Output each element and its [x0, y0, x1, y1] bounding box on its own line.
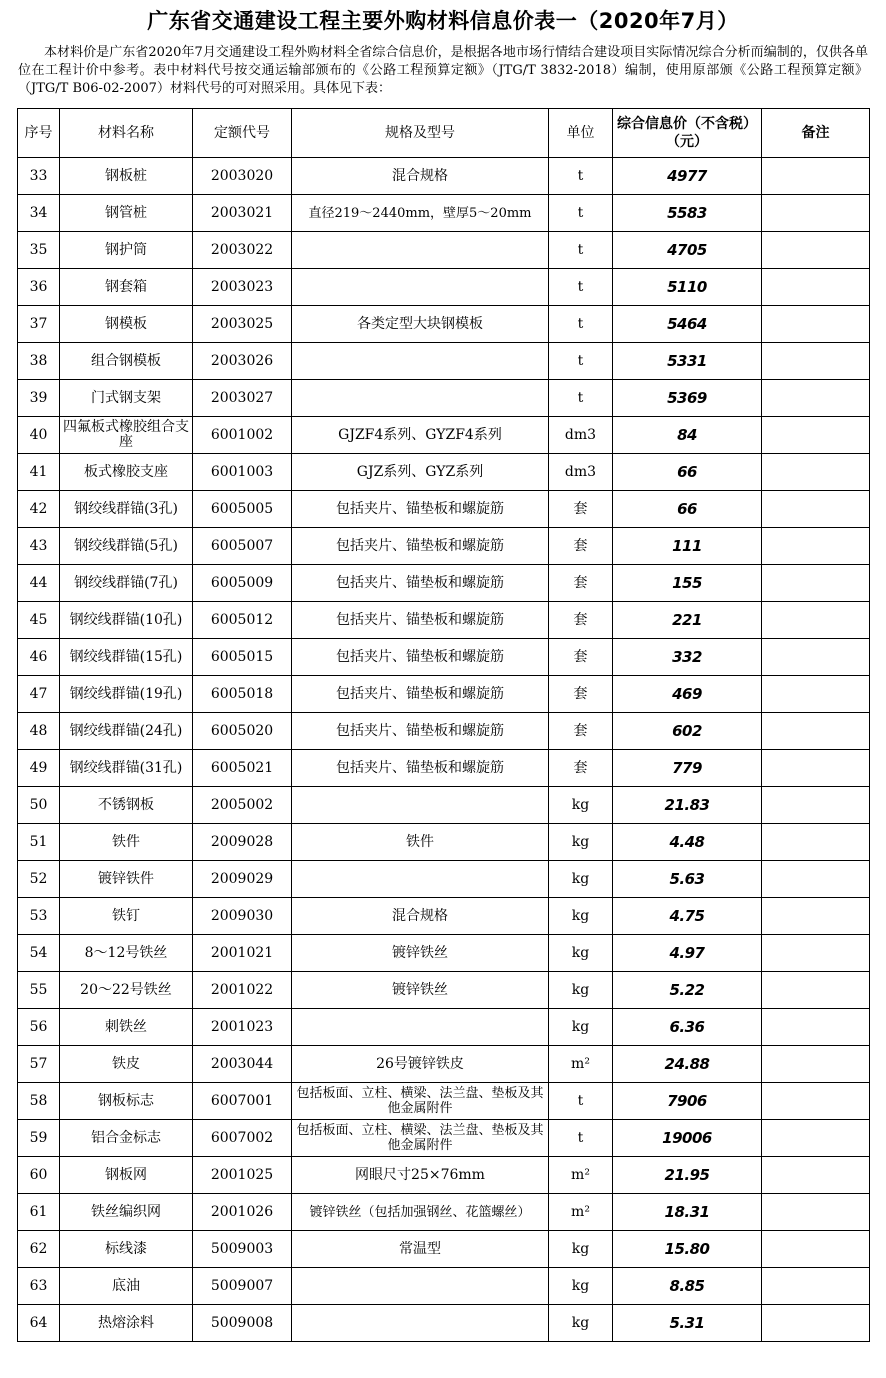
cell-unit: 套 [549, 713, 613, 750]
cell-spec: 常温型 [292, 1231, 549, 1268]
cell-seq: 33 [18, 158, 60, 195]
cell-seq: 62 [18, 1231, 60, 1268]
cell-seq: 55 [18, 972, 60, 1009]
cell-unit: dm3 [549, 454, 613, 491]
cell-code: 6005007 [193, 528, 292, 565]
cell-remark [762, 343, 870, 380]
table-row [18, 972, 870, 1009]
cell-name: 钢绞线群锚(10孔) [60, 602, 193, 639]
cell-seq: 42 [18, 491, 60, 528]
cell-unit: t [549, 195, 613, 232]
cell-spec: 包括夹片、锚垫板和螺旋筋 [292, 639, 549, 676]
table-row [18, 1194, 870, 1231]
cell-unit: kg [549, 972, 613, 1009]
cell-name: 钢绞线群锚(31孔) [60, 750, 193, 787]
header-price: 综合信息价（不含税）（元） [613, 109, 762, 158]
cell-seq: 37 [18, 306, 60, 343]
cell-spec: 包括夹片、锚垫板和螺旋筋 [292, 713, 549, 750]
cell-price: 4977 [613, 158, 762, 195]
cell-seq: 34 [18, 195, 60, 232]
header-seq: 序号 [18, 109, 60, 158]
cell-code: 2001025 [193, 1157, 292, 1194]
cell-unit: m² [549, 1194, 613, 1231]
cell-seq: 63 [18, 1268, 60, 1305]
cell-name: 四氟板式橡胶组合支座 [60, 417, 193, 454]
cell-remark [762, 824, 870, 861]
cell-price: 5.31 [613, 1305, 762, 1342]
cell-unit: t [549, 306, 613, 343]
cell-code: 2001026 [193, 1194, 292, 1231]
table-row [18, 528, 870, 565]
cell-spec: 包括板面、立柱、横梁、法兰盘、垫板及其他金属附件 [292, 1083, 549, 1120]
table-row [18, 1231, 870, 1268]
table-row [18, 1305, 870, 1342]
cell-code: 2003022 [193, 232, 292, 269]
cell-spec: 包括夹片、锚垫板和螺旋筋 [292, 565, 549, 602]
cell-remark [762, 565, 870, 602]
table-row [18, 713, 870, 750]
cell-unit: 套 [549, 750, 613, 787]
cell-name: 镀锌铁件 [60, 861, 193, 898]
table-row [18, 787, 870, 824]
cell-remark [762, 1231, 870, 1268]
cell-code: 6005009 [193, 565, 292, 602]
cell-price: 66 [613, 491, 762, 528]
intro-paragraph: 本材料价是广东省2020年7月交通建设工程外购材料全省综合信息价，是根据各地市场行情结合建设项目实际情况综合分析而编制的，仅供各单位在工程计价中参考。表中材料代号按交通运输部颁布的《公路工程预算定额》（JTG/T 3832-2018）编制，使用原部颁《公路工程预算定额》（JTG/T B06-02-2007）材料代号的可对照采用。具体见下表： [18, 45, 868, 96]
cell-code: 2003027 [193, 380, 292, 417]
cell-unit: t [549, 269, 613, 306]
cell-price: 66 [613, 454, 762, 491]
cell-code: 6001003 [193, 454, 292, 491]
cell-code: 6005020 [193, 713, 292, 750]
cell-seq: 48 [18, 713, 60, 750]
table-row [18, 454, 870, 491]
cell-unit: t [549, 380, 613, 417]
cell-unit: 套 [549, 528, 613, 565]
cell-price: 5464 [613, 306, 762, 343]
cell-seq: 44 [18, 565, 60, 602]
cell-spec: 镀锌铁丝 [292, 935, 549, 972]
cell-remark [762, 454, 870, 491]
cell-price: 21.83 [613, 787, 762, 824]
cell-unit: 套 [549, 491, 613, 528]
cell-price: 4.48 [613, 824, 762, 861]
cell-name: 钢绞线群锚(3孔) [60, 491, 193, 528]
table-row [18, 380, 870, 417]
cell-name: 钢绞线群锚(15孔) [60, 639, 193, 676]
table-row [18, 232, 870, 269]
table-row [18, 824, 870, 861]
cell-remark [762, 380, 870, 417]
cell-price: 4.97 [613, 935, 762, 972]
cell-code: 5009007 [193, 1268, 292, 1305]
cell-spec: 网眼尺寸25×76mm [292, 1157, 549, 1194]
table-row [18, 935, 870, 972]
table-row [18, 898, 870, 935]
cell-remark [762, 713, 870, 750]
table-row [18, 1083, 870, 1120]
cell-spec: 26号镀锌铁皮 [292, 1046, 549, 1083]
cell-spec: 混合规格 [292, 898, 549, 935]
header-spec: 规格及型号 [292, 109, 549, 158]
cell-code: 6007002 [193, 1120, 292, 1157]
price-table [17, 108, 870, 1342]
cell-name: 热熔涂料 [60, 1305, 193, 1342]
cell-spec [292, 1009, 549, 1046]
cell-code: 2009028 [193, 824, 292, 861]
cell-name: 铁钉 [60, 898, 193, 935]
cell-price: 5.22 [613, 972, 762, 1009]
cell-seq: 64 [18, 1305, 60, 1342]
cell-seq: 40 [18, 417, 60, 454]
cell-price: 602 [613, 713, 762, 750]
cell-seq: 57 [18, 1046, 60, 1083]
cell-remark [762, 528, 870, 565]
cell-spec: 镀锌铁丝（包括加强钢丝、花篮螺丝） [292, 1194, 549, 1231]
cell-remark [762, 602, 870, 639]
cell-spec: 包括板面、立柱、横梁、法兰盘、垫板及其他金属附件 [292, 1120, 549, 1157]
cell-price: 15.80 [613, 1231, 762, 1268]
cell-remark [762, 787, 870, 824]
cell-spec: 包括夹片、锚垫板和螺旋筋 [292, 491, 549, 528]
cell-code: 6005018 [193, 676, 292, 713]
cell-name: 8～12号铁丝 [60, 935, 193, 972]
cell-unit: kg [549, 1231, 613, 1268]
cell-code: 2001021 [193, 935, 292, 972]
table-header-row [18, 109, 870, 158]
header-unit: 单位 [549, 109, 613, 158]
cell-remark [762, 935, 870, 972]
cell-unit: kg [549, 1009, 613, 1046]
cell-name: 不锈钢板 [60, 787, 193, 824]
cell-unit: t [549, 158, 613, 195]
cell-name: 组合钢模板 [60, 343, 193, 380]
cell-spec: GJZF4系列、GYZF4系列 [292, 417, 549, 454]
cell-spec [292, 380, 549, 417]
cell-seq: 38 [18, 343, 60, 380]
cell-price: 5369 [613, 380, 762, 417]
cell-spec [292, 787, 549, 824]
cell-code: 2003025 [193, 306, 292, 343]
cell-unit: kg [549, 898, 613, 935]
cell-spec: 各类定型大块钢模板 [292, 306, 549, 343]
table-row [18, 676, 870, 713]
table-row [18, 343, 870, 380]
cell-price: 5331 [613, 343, 762, 380]
cell-code: 5009008 [193, 1305, 292, 1342]
cell-name: 钢绞线群锚(7孔) [60, 565, 193, 602]
table-row [18, 195, 870, 232]
cell-remark [762, 1009, 870, 1046]
cell-spec: 包括夹片、锚垫板和螺旋筋 [292, 528, 549, 565]
cell-remark [762, 1157, 870, 1194]
cell-code: 6001002 [193, 417, 292, 454]
header-remark: 备注 [762, 109, 870, 158]
cell-remark [762, 639, 870, 676]
cell-price: 84 [613, 417, 762, 454]
cell-spec [292, 1268, 549, 1305]
cell-spec [292, 269, 549, 306]
cell-spec: 铁件 [292, 824, 549, 861]
cell-name: 钢管桩 [60, 195, 193, 232]
cell-seq: 58 [18, 1083, 60, 1120]
cell-code: 2003020 [193, 158, 292, 195]
cell-name: 门式钢支架 [60, 380, 193, 417]
cell-seq: 56 [18, 1009, 60, 1046]
cell-seq: 35 [18, 232, 60, 269]
cell-price: 5110 [613, 269, 762, 306]
cell-spec [292, 1305, 549, 1342]
cell-seq: 54 [18, 935, 60, 972]
cell-seq: 50 [18, 787, 60, 824]
cell-code: 6007001 [193, 1083, 292, 1120]
cell-name: 20～22号铁丝 [60, 972, 193, 1009]
table-row [18, 158, 870, 195]
cell-name: 底油 [60, 1268, 193, 1305]
cell-remark [762, 1120, 870, 1157]
cell-remark [762, 750, 870, 787]
cell-remark [762, 1194, 870, 1231]
table-row [18, 639, 870, 676]
page-title: 广东省交通建设工程主要外购材料信息价表一（2020年7月） [147, 9, 739, 33]
cell-seq: 41 [18, 454, 60, 491]
cell-price: 469 [613, 676, 762, 713]
cell-price: 4705 [613, 232, 762, 269]
cell-remark [762, 269, 870, 306]
cell-unit: 套 [549, 602, 613, 639]
cell-name: 钢模板 [60, 306, 193, 343]
cell-code: 2001023 [193, 1009, 292, 1046]
cell-seq: 52 [18, 861, 60, 898]
cell-price: 8.85 [613, 1268, 762, 1305]
cell-spec: 镀锌铁丝 [292, 972, 549, 1009]
cell-spec [292, 343, 549, 380]
cell-remark [762, 158, 870, 195]
cell-unit: m² [549, 1046, 613, 1083]
cell-unit: kg [549, 824, 613, 861]
cell-remark [762, 491, 870, 528]
table-row [18, 602, 870, 639]
cell-price: 7906 [613, 1083, 762, 1120]
cell-seq: 39 [18, 380, 60, 417]
cell-unit: kg [549, 1305, 613, 1342]
cell-code: 2001022 [193, 972, 292, 1009]
cell-unit: kg [549, 787, 613, 824]
table-row [18, 565, 870, 602]
cell-name: 钢套箱 [60, 269, 193, 306]
cell-code: 2003044 [193, 1046, 292, 1083]
cell-name: 钢板桩 [60, 158, 193, 195]
cell-unit: t [549, 1083, 613, 1120]
cell-price: 4.75 [613, 898, 762, 935]
cell-code: 2003021 [193, 195, 292, 232]
table-row [18, 417, 870, 454]
cell-price: 155 [613, 565, 762, 602]
cell-code: 5009003 [193, 1231, 292, 1268]
cell-code: 6005005 [193, 491, 292, 528]
table-row [18, 1157, 870, 1194]
cell-spec: 包括夹片、锚垫板和螺旋筋 [292, 676, 549, 713]
cell-unit: m² [549, 1157, 613, 1194]
cell-price: 332 [613, 639, 762, 676]
cell-price: 18.31 [613, 1194, 762, 1231]
cell-seq: 46 [18, 639, 60, 676]
cell-unit: t [549, 343, 613, 380]
cell-unit: t [549, 232, 613, 269]
cell-seq: 61 [18, 1194, 60, 1231]
cell-name: 板式橡胶支座 [60, 454, 193, 491]
cell-unit: 套 [549, 676, 613, 713]
cell-seq: 53 [18, 898, 60, 935]
table-row [18, 491, 870, 528]
cell-seq: 36 [18, 269, 60, 306]
table-row [18, 306, 870, 343]
cell-code: 2005002 [193, 787, 292, 824]
header-name: 材料名称 [60, 109, 193, 158]
cell-price: 779 [613, 750, 762, 787]
cell-remark [762, 1046, 870, 1083]
cell-remark [762, 972, 870, 1009]
cell-spec: GJZ系列、GYZ系列 [292, 454, 549, 491]
cell-name: 钢板网 [60, 1157, 193, 1194]
cell-spec: 混合规格 [292, 158, 549, 195]
table-row [18, 750, 870, 787]
cell-price: 24.88 [613, 1046, 762, 1083]
cell-price: 19006 [613, 1120, 762, 1157]
cell-remark [762, 1268, 870, 1305]
cell-spec [292, 861, 549, 898]
cell-name: 钢绞线群锚(5孔) [60, 528, 193, 565]
cell-unit: dm3 [549, 417, 613, 454]
cell-unit: 套 [549, 565, 613, 602]
cell-spec: 包括夹片、锚垫板和螺旋筋 [292, 602, 549, 639]
table-row [18, 269, 870, 306]
cell-code: 6005012 [193, 602, 292, 639]
table-row [18, 861, 870, 898]
cell-seq: 51 [18, 824, 60, 861]
cell-name: 铁丝编织网 [60, 1194, 193, 1231]
cell-seq: 49 [18, 750, 60, 787]
cell-remark [762, 195, 870, 232]
cell-price: 221 [613, 602, 762, 639]
cell-name: 钢绞线群锚(19孔) [60, 676, 193, 713]
table-row [18, 1268, 870, 1305]
cell-price: 5.63 [613, 861, 762, 898]
cell-code: 2009029 [193, 861, 292, 898]
cell-name: 钢板标志 [60, 1083, 193, 1120]
cell-code: 2003023 [193, 269, 292, 306]
cell-spec: 包括夹片、锚垫板和螺旋筋 [292, 750, 549, 787]
cell-remark [762, 861, 870, 898]
cell-name: 标线漆 [60, 1231, 193, 1268]
cell-seq: 59 [18, 1120, 60, 1157]
cell-remark [762, 676, 870, 713]
cell-name: 铝合金标志 [60, 1120, 193, 1157]
cell-code: 6005015 [193, 639, 292, 676]
cell-code: 2003026 [193, 343, 292, 380]
table-body [18, 158, 870, 1342]
table-row [18, 1120, 870, 1157]
cell-code: 2009030 [193, 898, 292, 935]
cell-remark [762, 232, 870, 269]
cell-unit: kg [549, 1268, 613, 1305]
cell-unit: 套 [549, 639, 613, 676]
cell-seq: 60 [18, 1157, 60, 1194]
cell-price: 111 [613, 528, 762, 565]
table-row [18, 1009, 870, 1046]
cell-remark [762, 1305, 870, 1342]
cell-seq: 47 [18, 676, 60, 713]
cell-remark [762, 898, 870, 935]
cell-spec: 直径219～2440mm，壁厚5～20mm [292, 195, 549, 232]
cell-name: 钢护筒 [60, 232, 193, 269]
cell-code: 6005021 [193, 750, 292, 787]
cell-name: 刺铁丝 [60, 1009, 193, 1046]
cell-unit: kg [549, 935, 613, 972]
cell-remark [762, 417, 870, 454]
header-code: 定额代号 [193, 109, 292, 158]
cell-price: 21.95 [613, 1157, 762, 1194]
cell-unit: kg [549, 861, 613, 898]
cell-price: 5583 [613, 195, 762, 232]
cell-spec [292, 232, 549, 269]
cell-name: 铁皮 [60, 1046, 193, 1083]
cell-name: 钢绞线群锚(24孔) [60, 713, 193, 750]
cell-seq: 43 [18, 528, 60, 565]
cell-price: 6.36 [613, 1009, 762, 1046]
table-row [18, 1046, 870, 1083]
cell-name: 铁件 [60, 824, 193, 861]
cell-unit: t [549, 1120, 613, 1157]
cell-remark [762, 1083, 870, 1120]
cell-seq: 45 [18, 602, 60, 639]
cell-remark [762, 306, 870, 343]
